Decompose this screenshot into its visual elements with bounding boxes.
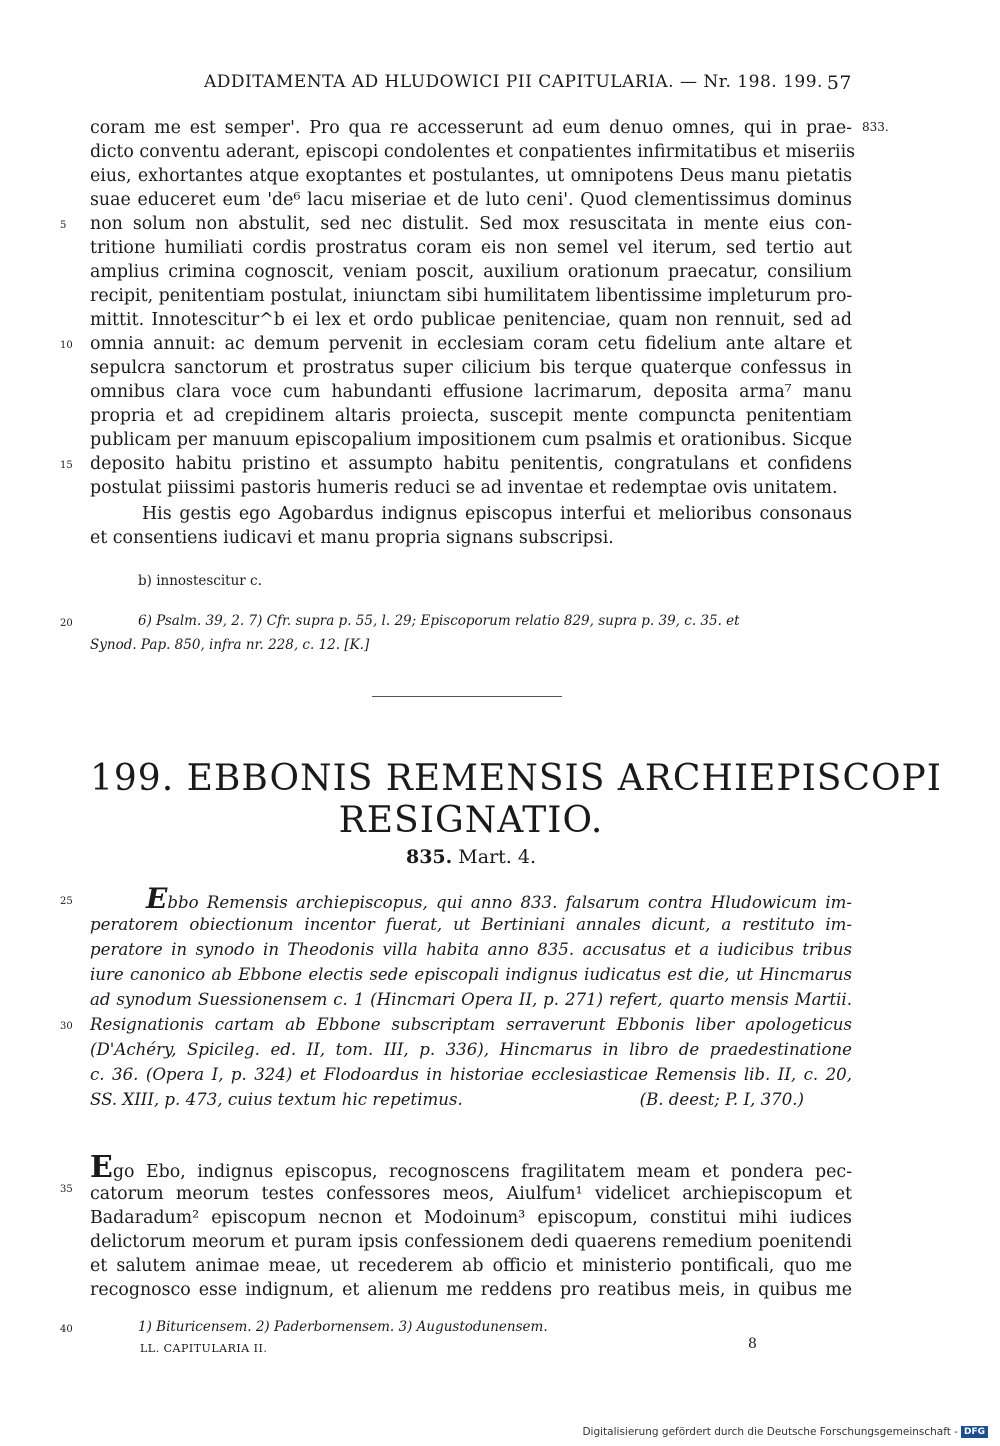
source-citation: (B. deest; P. I, 370.) bbox=[639, 1090, 804, 1109]
text-line: amplius crimina cognoscit, veniam poscit, auxilium orationum praecatur, consilium bbox=[90, 262, 852, 282]
text-line: et salutem animae meae, ut recederem ab officio et ministerio pontificali, quo me bbox=[90, 1256, 852, 1276]
text-line: mittit. Innotescitur^b ei lex et ordo publicae penitenciae, quam non rennuit, sed ad bbox=[90, 310, 852, 330]
intro-line: peratorem obiectionum incentor fuerat, ut Bertiniani annales dicunt, a restituto im- bbox=[90, 915, 852, 934]
footnote-line: Synod. Pap. 850, infra nr. 228, c. 12. [K.] bbox=[90, 637, 370, 653]
intro-line: c. 36. (Opera I, p. 324) et Flodoardus in historiae ecclesiasticae Remensis lib. II, c. 20, bbox=[90, 1065, 852, 1084]
dfg-credit-text: Digitalisierung gefördert durch die Deutsche Forschungsgemeinschaft - bbox=[582, 1426, 958, 1438]
text-line: et consentiens iudicavi et manu propria signans subscripsi. bbox=[90, 528, 614, 548]
section-title: 199. EBBONIS REMENSIS ARCHIEPISCOPI bbox=[90, 758, 942, 799]
text-line bbox=[90, 1150, 852, 1185]
signature-mark: 8 bbox=[748, 1336, 757, 1352]
line-number: 5 bbox=[60, 220, 67, 231]
date-year: 835. bbox=[405, 846, 453, 868]
line-number: 30 bbox=[60, 1021, 73, 1032]
text-line: postulat piissimi pastoris humeris reduci se ad inventae et redemptae ovis unitatem. bbox=[90, 478, 838, 498]
section-title-cont: RESIGNATIO. bbox=[338, 800, 604, 841]
text-line: omnia annuit: ac demum pervenit in ecclesiam coram cetu fidelium ante altare et bbox=[90, 334, 852, 354]
footnote-line: 6) Psalm. 39, 2. 7) Cfr. supra p. 55, l. 29; Episcoporum relatio 829, supra p. 39, c. 35. et bbox=[138, 613, 740, 629]
text-line: dicto conventu aderant, episcopi condolentes et conpatientes infirmitatibus et miseriis bbox=[90, 142, 856, 162]
text-line: omnibus clara voce cum habundanti effusione lacrimarum, deposita arma⁷ manu bbox=[90, 382, 852, 402]
intro-line bbox=[146, 882, 852, 915]
footnotes: 1) Bituricensem. 2) Paderbornensem. 3) Augustodunensem. bbox=[138, 1319, 548, 1335]
dfg-credit bbox=[582, 1426, 988, 1438]
text-line: eius, exhortantes atque exoptantes et postulantes, ut omnipotens Deus manu pietatis bbox=[90, 166, 852, 186]
text-line-content: go Ebo, indignus episcopus, recognoscens fragilitatem meam et pondera pec- bbox=[112, 1162, 852, 1182]
line-number: 20 bbox=[60, 618, 73, 629]
text-line: Badaradum² episcopum necnon et Modoinum³ episcopum, constitui mihi iudices bbox=[90, 1208, 852, 1228]
intro-dropcap: E bbox=[146, 882, 168, 915]
intro-line: Resignationis cartam ab Ebbone subscriptam serraverunt Ebbonis liber apologeticus bbox=[90, 1015, 852, 1034]
section-separator bbox=[372, 696, 562, 697]
text-line: tritione humiliati cordis prostratus coram eis non semel vel iterum, sed tertio aut bbox=[90, 238, 852, 258]
text-line: propria et ad crepidinem altaris proiecta, suscepit mente compuncta penitentiam bbox=[90, 406, 852, 426]
text-line: recognosco esse indignum, et alienum me reddens pro reatibus meis, in quibus me bbox=[90, 1280, 852, 1300]
margin-year: 833. bbox=[862, 120, 889, 134]
text-line: His gestis ego Agobardus indignus episcopus interfui et melioribus consonaus bbox=[142, 504, 852, 524]
text-line: catorum meorum testes confessores meos, Aiulfum¹ videlicet archiepiscopum et bbox=[90, 1184, 852, 1204]
variant-note: b) innostescitur c. bbox=[138, 573, 262, 589]
line-number: 40 bbox=[60, 1324, 73, 1335]
running-head bbox=[88, 72, 860, 96]
page-number: 57 bbox=[826, 72, 852, 94]
text-line: deposito habitu pristino et assumpto habitu penitentis, congratulans et confidens bbox=[90, 454, 852, 474]
intro-line-text: SS. XIII, p. 473, cuius textum hic repetimus. bbox=[90, 1090, 463, 1109]
text-line: suae educeret eum 'de⁶ lacu miseriae et de luto ceni'. Quod clementissimus dominus bbox=[90, 190, 852, 210]
text-line: coram me est semper'. Pro qua re accesserunt ad eum denuo omnes, qui in prae- bbox=[90, 118, 852, 138]
text-line: sepulcra sanctorum et prostratus super cilicium bis terque quaterque confessus in bbox=[90, 358, 852, 378]
text-line: delictorum meorum et puram ipsis confessionem dedi quaerens remedium poenitendi bbox=[90, 1232, 852, 1252]
line-number: 25 bbox=[60, 896, 73, 907]
intro-line: (D'Achéry, Spicileg. ed. II, tom. III, p. 336), Hincmarus in libro de praedestinatione bbox=[90, 1040, 852, 1059]
line-number: 35 bbox=[60, 1184, 73, 1195]
intro-line-text: bbo Remensis archiepiscopus, qui anno 833. falsarum contra Hludowicum im- bbox=[167, 893, 852, 912]
intro-line: peratore in synodo in Theodonis villa habita anno 835. accusatus et a iudicibus tribus bbox=[90, 940, 852, 959]
line-number: 10 bbox=[60, 340, 73, 351]
line-number: 15 bbox=[60, 460, 73, 471]
running-head-title: ADDITAMENTA AD HLUDOWICI PII CAPITULARIA. — Nr. 198. 199. bbox=[204, 72, 823, 92]
section-date bbox=[90, 846, 852, 868]
intro-line: ad synodum Suessionensem c. 1 (Hincmari Opera II, p. 271) refert, quarto mensis Martii. bbox=[90, 990, 852, 1009]
dfg-logo-icon: DFG bbox=[961, 1426, 988, 1438]
intro-line: iure canonico ab Ebbone electis sede episcopali indignus iudicatus est die, ut Hincmarus bbox=[90, 965, 852, 984]
text-line: non solum non abstulit, sed nec distulit. Sed mox resuscitata in mente eius con- bbox=[90, 214, 852, 234]
text-line: recipit, penitentiam postulat, iniunctam sibi humilitatem libentissime impleturum pro- bbox=[90, 286, 853, 306]
text-line: publicam per manuum episcopalium impositionem cum psalmis et orationibus. Sicque bbox=[90, 430, 852, 450]
date-day: Mart. 4. bbox=[458, 846, 537, 868]
intro-line bbox=[90, 1087, 852, 1112]
footer-series: LL. CAPITULARIA II. bbox=[140, 1342, 268, 1355]
text-dropcap: E bbox=[90, 1150, 113, 1185]
